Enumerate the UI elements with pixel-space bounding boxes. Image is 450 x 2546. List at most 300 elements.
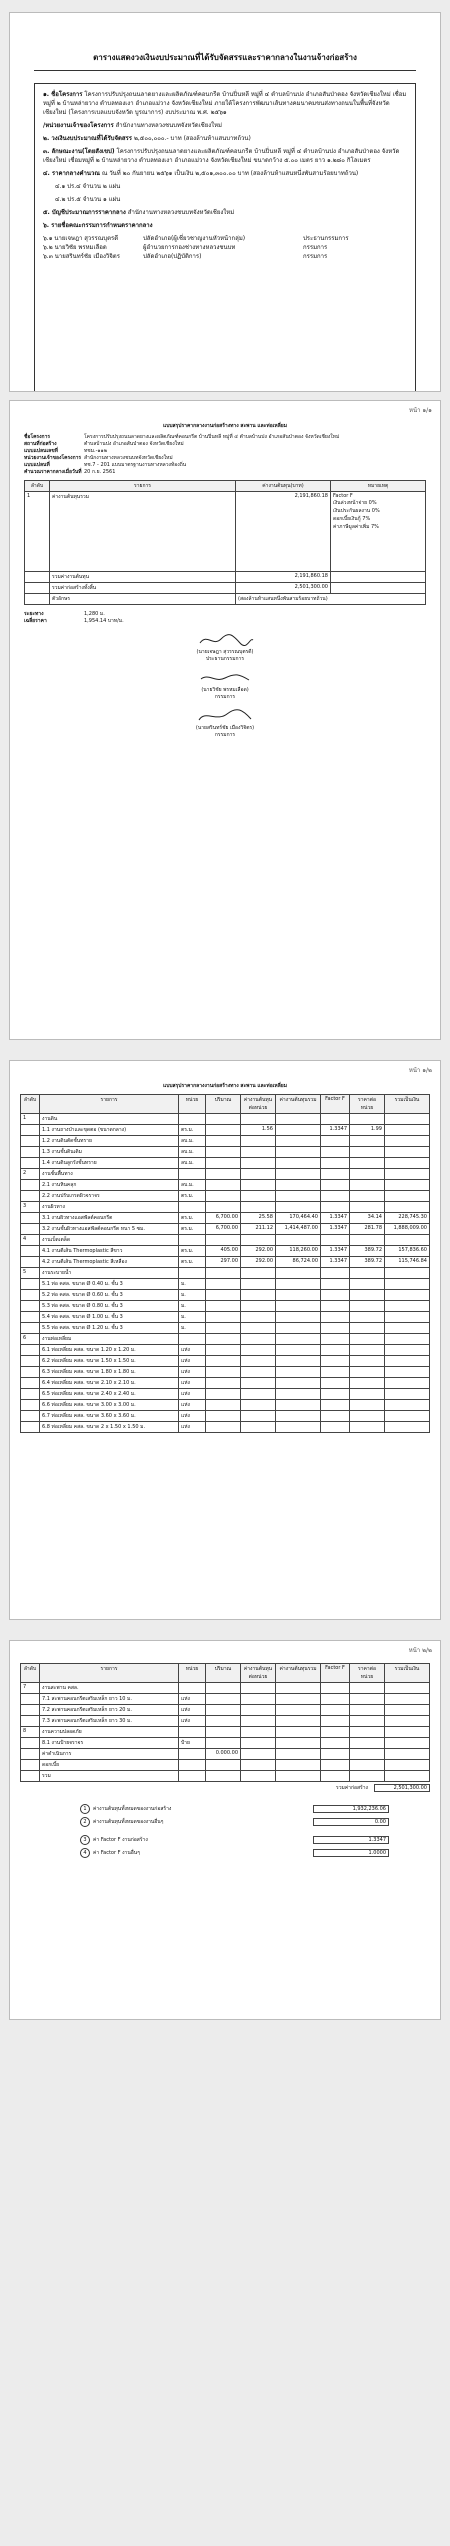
cell-cpu: 1.56 <box>241 1125 276 1136</box>
cell-qty: 6,700.00 <box>206 1224 241 1235</box>
cell-ff <box>321 1268 350 1279</box>
cell-qty <box>206 1158 241 1169</box>
cell-no: 6 <box>21 1334 40 1345</box>
table-row <box>21 1334 430 1345</box>
cell-amt <box>385 1400 430 1411</box>
cell-up <box>350 1705 385 1716</box>
committee-row <box>43 252 407 261</box>
table-row <box>21 1716 430 1727</box>
table-row <box>21 1136 430 1147</box>
cell-tc <box>276 1136 321 1147</box>
cell-amt <box>385 1716 430 1727</box>
cell-ff: 1.3347 <box>321 1246 350 1257</box>
section-text: สำนักงานทางหลวงชนบทจังหวัดเชียงใหม่ <box>115 122 223 129</box>
cell-no: 8 <box>21 1727 40 1738</box>
cell-cpu <box>241 1389 276 1400</box>
cell-unit <box>179 1268 206 1279</box>
table-row <box>21 1367 430 1378</box>
cell-unit: ตร.ม. <box>179 1257 206 1268</box>
cell-item: 6.3 ท่อเหลี่ยม คสล. ขนาด 1.80 x 1.80 ม. <box>40 1367 179 1378</box>
cell-cpu <box>241 1323 276 1334</box>
cell-amt <box>385 1169 430 1180</box>
cell-cpu <box>241 1422 276 1433</box>
total-value: 2,501,300.00 <box>374 1784 430 1792</box>
cell-qty <box>206 1716 241 1727</box>
cell-up <box>350 1683 385 1694</box>
cell-unit: ตร.ม. <box>179 1213 206 1224</box>
cell-qty <box>206 1180 241 1191</box>
cell-up <box>350 1367 385 1378</box>
cell-unit: ม. <box>179 1290 206 1301</box>
table-row <box>21 1323 430 1334</box>
column-header: ราคาต่อหน่วย <box>350 1095 385 1114</box>
cell-tc <box>276 1334 321 1345</box>
cell-amt <box>385 1180 430 1191</box>
cell-cpu <box>241 1771 276 1782</box>
cell-amt <box>385 1191 430 1202</box>
cell-no <box>21 1771 40 1782</box>
cell-ff <box>321 1235 350 1246</box>
cell-amt: 157,836.60 <box>385 1246 430 1257</box>
summary-value: 2,191,860.18 <box>236 572 331 583</box>
cell-cpu <box>241 1312 276 1323</box>
cell-unit: แห่ง <box>179 1400 206 1411</box>
cell-unit: แห่ง <box>179 1422 206 1433</box>
cell-no <box>21 1180 40 1191</box>
section-text: โครงการปรับปรุงถนนลาดยางและผลิตภัณฑ์คอนกรีต บ้านปิ่นหลี หมู่ที่ ๔ ตำบลบ้านปง อำเภอสันป่าตอง จังหวัดเชียงใหม่ เชื่อมหมู่ที่ ๒ บ้านหล่ายวาง ตำบลทองเงา อำเภอแม่วาง จังหวัดเชียงใหม่ ภายใต้โครงการพัฒนาเส้นทางคมนาคมขนส่งทางถนนในพื้นที่จังหวัดเชียงใหม่ (โครงการเบลแบบจังหวัด บูรณาการ) งบประมาณ พ.ศ. ๒๕๖๑ <box>43 91 407 116</box>
cell-tc <box>276 1378 321 1389</box>
cell-qty <box>206 1705 241 1716</box>
cell-qty <box>206 1268 241 1279</box>
cell-no <box>21 1312 40 1323</box>
cell-up <box>350 1389 385 1400</box>
cell-up <box>350 1158 385 1169</box>
summary-item <box>80 1835 430 1845</box>
cell-unit: แห่ง <box>179 1378 206 1389</box>
cell-up <box>350 1727 385 1738</box>
cell-ff <box>321 1422 350 1433</box>
cell-cpu <box>241 1738 276 1749</box>
cell-unit: แห่ง <box>179 1389 206 1400</box>
column-header: รวมเป็นเงิน <box>385 1095 430 1114</box>
table-row <box>21 1378 430 1389</box>
cell-tc <box>276 1389 321 1400</box>
cell-unit <box>179 1169 206 1180</box>
cell-amt <box>385 1279 430 1290</box>
cell-item: งานชั้นพื้นทาง <box>40 1169 179 1180</box>
column-header: รายการ <box>50 481 236 492</box>
cell-cpu: 292.00 <box>241 1257 276 1268</box>
project-info-box <box>34 83 416 392</box>
table-row <box>21 1301 430 1312</box>
cell-unit: ตร.ม. <box>179 1125 206 1136</box>
cell-no <box>21 1213 40 1224</box>
column-header: ปริมาณ <box>206 1095 241 1114</box>
cell-up <box>350 1268 385 1279</box>
section-text: สำนักงานทางหลวงชนบทจังหวัดเชียงใหม่ <box>127 209 235 216</box>
header-label: สถานที่ก่อสร้าง <box>24 441 57 447</box>
cell-unit: ม. <box>179 1323 206 1334</box>
cell-ff <box>321 1389 350 1400</box>
table-row <box>21 1147 430 1158</box>
cell-amt <box>385 1268 430 1279</box>
cell-tc <box>276 1716 321 1727</box>
cell-cpu <box>241 1683 276 1694</box>
column-header: Factor F <box>321 1095 350 1114</box>
cell-cpu <box>241 1136 276 1147</box>
cell-cpu <box>241 1356 276 1367</box>
cell-item: 1.4 งานดินลูกรังชั้นทราย <box>40 1158 179 1169</box>
cell-qty <box>206 1683 241 1694</box>
cell-amt: 228,745.30 <box>385 1213 430 1224</box>
header-label: คำนวณราคากลางเมื่อวันที่ <box>24 469 82 475</box>
cell-up <box>350 1235 385 1246</box>
note-line: ค่าภาษีมูลค่าเพิ่ม 7% <box>333 524 379 530</box>
cell-amt <box>385 1114 430 1125</box>
cell-unit: ม. <box>179 1279 206 1290</box>
row-number: 1 <box>25 492 50 572</box>
cell-cpu <box>241 1411 276 1422</box>
summary-number: 1 <box>80 1804 90 1814</box>
cell-cpu <box>241 1378 276 1389</box>
cell-qty <box>206 1125 241 1136</box>
cell-ff <box>321 1114 350 1125</box>
cell-up <box>350 1334 385 1345</box>
cell-qty <box>206 1301 241 1312</box>
committee-row <box>43 243 407 252</box>
cell-tc <box>276 1771 321 1782</box>
cell-qty <box>206 1136 241 1147</box>
cell-item: 6.5 ท่อเหลี่ยม คสล. ขนาด 2.40 x 2.40 ม. <box>40 1389 179 1400</box>
cell-no <box>21 1323 40 1334</box>
cell-item: 4.2 งานตีเส้น Thermoplastic สีเหลือง <box>40 1257 179 1268</box>
cell-tc <box>276 1356 321 1367</box>
cell-qty <box>206 1114 241 1125</box>
column-header: หมายเหตุ <box>331 481 426 492</box>
cell-tc <box>276 1158 321 1169</box>
summary-item <box>80 1817 430 1827</box>
cell-ff <box>321 1356 350 1367</box>
page-number: หน้า ๑/๑ <box>409 407 432 414</box>
cell-ff <box>321 1411 350 1422</box>
cell-no <box>21 1716 40 1727</box>
cell-unit: ตร.ม. <box>179 1191 206 1202</box>
cell-up <box>350 1180 385 1191</box>
cell-no <box>21 1356 40 1367</box>
section-label: ๖. รายชื่อคณะกรรมการกำหนดราคากลาง <box>43 222 153 229</box>
cell-up <box>350 1378 385 1389</box>
cell-ff <box>321 1136 350 1147</box>
cell-qty <box>206 1771 241 1782</box>
cell-cpu <box>241 1727 276 1738</box>
summary-label: ค่า Factor F งานอื่นๆ <box>93 1850 140 1856</box>
cell-tc <box>276 1683 321 1694</box>
cell-qty <box>206 1411 241 1422</box>
column-header: รวมเป็นเงิน <box>385 1664 430 1683</box>
signature-scribble <box>195 707 255 725</box>
cell-tc <box>276 1345 321 1356</box>
cell-cpu <box>241 1180 276 1191</box>
cell-tc <box>276 1147 321 1158</box>
cell-up <box>350 1279 385 1290</box>
cell-tc <box>276 1180 321 1191</box>
cell-cpu <box>241 1147 276 1158</box>
column-header: ลำดับ <box>21 1664 40 1683</box>
cell-tc <box>276 1705 321 1716</box>
summary-label: ค่า Factor F งานก่อสร้าง <box>93 1837 148 1843</box>
page-4 <box>9 1640 441 2020</box>
table-row <box>21 1738 430 1749</box>
signatory-role: ประธานกรรมการ <box>205 656 245 662</box>
summary-label: ค่างานต้นทุนทั้งหมดของงานอื่นๆ <box>93 1819 164 1825</box>
cell-tc <box>276 1422 321 1433</box>
cell-tc <box>276 1169 321 1180</box>
cell-ff <box>321 1738 350 1749</box>
column-header: Factor F <box>321 1664 350 1683</box>
cell-qty <box>206 1235 241 1246</box>
cell-ff <box>321 1323 350 1334</box>
cell-amt <box>385 1422 430 1433</box>
cell-qty <box>206 1356 241 1367</box>
summary-label: ค่างานต้นทุนทั้งหมดของงานก่อสร้าง <box>93 1806 172 1812</box>
table-row <box>21 1771 430 1782</box>
cell-up <box>350 1136 385 1147</box>
cell-tc: 1,414,487.00 <box>276 1224 321 1235</box>
table-row <box>21 1202 430 1213</box>
table-row <box>21 1749 430 1760</box>
cell-up <box>350 1422 385 1433</box>
cell-cpu <box>241 1279 276 1290</box>
cell-tc <box>276 1400 321 1411</box>
summary-row <box>25 594 426 605</box>
cell-no <box>21 1400 40 1411</box>
cell-item: 6.4 ท่อเหลี่ยม คสล. ขนาด 2.10 x 2.10 ม. <box>40 1378 179 1389</box>
cell-item: 6.2 ท่อเหลี่ยม คสล. ขนาด 1.50 x 1.50 ม. <box>40 1356 179 1367</box>
cell-no <box>21 1257 40 1268</box>
cell-no <box>21 1694 40 1705</box>
table-row <box>21 1345 430 1356</box>
summary-value: 1.3347 <box>313 1836 389 1844</box>
column-header: รายการ <box>40 1664 179 1683</box>
summary-row <box>25 572 426 583</box>
cell-ff <box>321 1301 350 1312</box>
cell-tc <box>276 1749 321 1760</box>
cell-qty <box>206 1290 241 1301</box>
total-label: รวมค่าก่อสร้าง <box>336 1785 368 1791</box>
cell-ff <box>321 1158 350 1169</box>
cell-item: 1.2 งานดินตัดชั้นทราย <box>40 1136 179 1147</box>
cell-qty <box>206 1279 241 1290</box>
detail-title: แบบสรุปราคากลางงานก่อสร้างทาง สะพาน และท่อเหลี่ยม <box>162 1083 287 1089</box>
signature-scribble <box>195 669 255 687</box>
signature-scribble <box>195 631 255 649</box>
cell-no <box>21 1191 40 1202</box>
cell-tc <box>276 1191 321 1202</box>
extra-label: เฉลี่ยราคา <box>24 618 47 624</box>
cell-cpu <box>241 1694 276 1705</box>
table-row <box>21 1389 430 1400</box>
cell-amt <box>385 1136 430 1147</box>
cell-cpu <box>241 1345 276 1356</box>
table-row <box>21 1760 430 1771</box>
signatory-role: กรรมการ <box>214 732 236 738</box>
section-6 <box>43 221 407 230</box>
section-text: ๒,๕๐๐,๐๐๐.- บาท (สองล้านห้าแสนบาทถ้วน) <box>133 135 251 142</box>
summary-value: 0.00 <box>313 1818 389 1826</box>
cell-unit: ลบ.ม. <box>179 1158 206 1169</box>
cell-cpu <box>241 1301 276 1312</box>
cell-ff <box>321 1180 350 1191</box>
cell-qty <box>206 1323 241 1334</box>
cell-ff <box>321 1367 350 1378</box>
section-owner <box>43 121 407 130</box>
header-label: หน่วยงานเจ้าของโครงการ <box>24 455 82 461</box>
cell-amt <box>385 1345 430 1356</box>
cell-no <box>21 1749 40 1760</box>
column-header: ค่างานต้นทุนต่อหน่วย <box>241 1095 276 1114</box>
signatory-name: (นายเจษฎา สุวรรณบุตรดี) <box>196 649 254 655</box>
header-row <box>24 462 426 469</box>
summary-row <box>25 583 426 594</box>
cell-unit: แห่ง <box>179 1345 206 1356</box>
cell-tc: 170,464.40 <box>276 1213 321 1224</box>
cell-up <box>350 1323 385 1334</box>
cell-amt <box>385 1389 430 1400</box>
cell-no <box>21 1738 40 1749</box>
cell-no: 4 <box>21 1235 40 1246</box>
section-label: ๔. ราคากลางคำนวณ <box>43 170 100 177</box>
cell-ff <box>321 1727 350 1738</box>
column-header: ลำดับ <box>25 481 50 492</box>
cell-ff <box>321 1279 350 1290</box>
cell-amt <box>385 1202 430 1213</box>
table-row <box>21 1268 430 1279</box>
cell-up <box>350 1147 385 1158</box>
cell-up <box>350 1312 385 1323</box>
cell-item: 6.8 ท่อเหลี่ยม คสล. ขนาด 2 x 1.50 x 1.50 ม. <box>40 1422 179 1433</box>
cell-cpu <box>241 1760 276 1771</box>
cell-qty <box>206 1367 241 1378</box>
cell-amt <box>385 1705 430 1716</box>
table-row <box>21 1246 430 1257</box>
cell-ff <box>321 1694 350 1705</box>
section-5 <box>43 208 407 217</box>
header-value: 20 ก.ย. 2561 <box>84 469 116 475</box>
cell-ff: 1.3347 <box>321 1125 350 1136</box>
cell-qty <box>206 1147 241 1158</box>
member-name: ๖.๑ นายเจษฎา สุวรรณบุตรดี <box>43 235 119 242</box>
cell-amt <box>385 1760 430 1771</box>
cell-qty <box>206 1312 241 1323</box>
summary-item <box>80 1804 430 1814</box>
summary-item <box>80 1848 430 1858</box>
cell-qty <box>206 1694 241 1705</box>
extra-label: ระยะทาง <box>24 611 44 617</box>
cell-up <box>350 1191 385 1202</box>
cell-cpu <box>241 1716 276 1727</box>
cell-item: งานดิน <box>40 1114 179 1125</box>
cell-item: 6.6 ท่อเหลี่ยม คสล. ขนาด 3.00 x 3.00 ม. <box>40 1400 179 1411</box>
cell-tc <box>276 1727 321 1738</box>
cell-no <box>21 1136 40 1147</box>
page-2 <box>9 400 441 1040</box>
cell-unit: ม. <box>179 1301 206 1312</box>
column-header: ค่างานต้นทุนต่อหน่วย <box>241 1664 276 1683</box>
column-header: ค่างานต้นทุนรวม <box>276 1664 321 1683</box>
summary-title: แบบสรุปราคากลางงานก่อสร้างทาง สะพาน และท่อเหลี่ยม <box>162 423 287 429</box>
cell-unit <box>179 1235 206 1246</box>
cell-tc <box>276 1738 321 1749</box>
cell-tc <box>276 1694 321 1705</box>
cell-amt <box>385 1411 430 1422</box>
cell-item: งานความปลอดภัย <box>40 1727 179 1738</box>
cell-qty <box>206 1334 241 1345</box>
cell-ff <box>321 1191 350 1202</box>
cell-no <box>21 1279 40 1290</box>
cell-up <box>350 1771 385 1782</box>
cell-ff <box>321 1202 350 1213</box>
cell-qty <box>206 1169 241 1180</box>
header-value: โครงการปรับปรุงถนนลาดยางและผลิตภัณฑ์คอนกรีต บ้านปิ่นหลี หมู่ที่ ๔ ตำบลบ้านปง อำเภอสันป่าตอง จังหวัดเชียงใหม่ <box>84 434 340 440</box>
cell-unit: ตร.ม. <box>179 1246 206 1257</box>
cell-tc: 86,724.00 <box>276 1257 321 1268</box>
cell-no <box>21 1246 40 1257</box>
section-4 <box>43 169 407 178</box>
cell-unit: ลบ.ม. <box>179 1180 206 1191</box>
cell-qty: 405.00 <box>206 1246 241 1257</box>
cell-item: 7.2 สะพานคอนกรีตเสริมเหล็ก ยาว 20 ม. <box>40 1705 179 1716</box>
section-4-1 <box>43 182 407 191</box>
cell-tc <box>276 1301 321 1312</box>
cell-ff <box>321 1760 350 1771</box>
page-number: หน้า ๑/๒ <box>408 1067 432 1074</box>
cell-unit <box>179 1683 206 1694</box>
summary-number: 4 <box>80 1848 90 1858</box>
table-row <box>21 1705 430 1716</box>
cell-item: 1.1 งานถางป่าและขุดตอ (ขนาดกลาง) <box>40 1125 179 1136</box>
cell-no: 5 <box>21 1268 40 1279</box>
cell-tc <box>276 1290 321 1301</box>
table-row <box>21 1411 430 1422</box>
cell-item: 1.3 งานชั้นดินเดิม <box>40 1147 179 1158</box>
header-row <box>24 434 426 441</box>
cell-cpu <box>241 1367 276 1378</box>
cell-amt <box>385 1683 430 1694</box>
cell-amt: 1,888,009.00 <box>385 1224 430 1235</box>
cell-no <box>21 1290 40 1301</box>
column-header: ค่างานต้นทุนรวม <box>276 1095 321 1114</box>
cell-qty <box>206 1738 241 1749</box>
cell-item: 4.1 งานตีเส้น Thermoplastic สีขาว <box>40 1246 179 1257</box>
cell-cpu <box>241 1202 276 1213</box>
member-role: ประธานกรรมการ <box>303 235 349 242</box>
cell-qty <box>206 1389 241 1400</box>
page-1 <box>9 12 441 392</box>
summary-label: ตัวอักษร <box>50 594 236 605</box>
extra-value: 1,280 ม. <box>84 611 105 617</box>
cell-unit: แห่ง <box>179 1411 206 1422</box>
table-row <box>21 1257 430 1268</box>
cell-amt <box>385 1158 430 1169</box>
section-label: ๓. ลักษณะงาน(โดยสังเขป) <box>43 148 115 155</box>
cell-tc <box>276 1268 321 1279</box>
cell-qty <box>206 1760 241 1771</box>
cell-unit: ลบ.ม. <box>179 1147 206 1158</box>
header-value: ทช.7 - 201 แบบมาตรฐานงานทางหลวงท้องถิ่น <box>84 462 187 468</box>
cell-no <box>21 1411 40 1422</box>
header-row <box>24 469 426 476</box>
table-row <box>21 1180 430 1191</box>
